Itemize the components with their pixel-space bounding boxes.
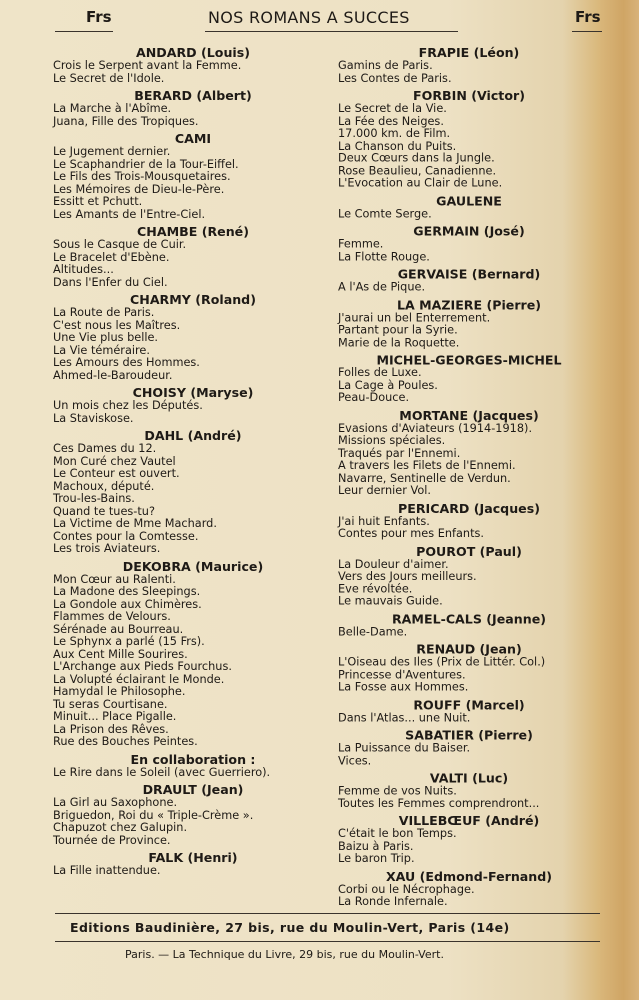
book-title: Juana, Fille des Tropiques. — [53, 114, 199, 128]
author-name: CHARMY (Roland) — [130, 292, 256, 307]
book-title: Quand te tues-tu? — [53, 504, 155, 518]
book-title: Gamins de Paris. — [338, 58, 433, 72]
book-title: Belle-Dame. — [338, 625, 408, 639]
author-entry — [53, 88, 333, 128]
book-title: Le Fils des Trois-Mousquetaires. — [53, 170, 231, 183]
book-title: Navarre, Sentinelle de Verdun. — [338, 471, 511, 485]
book-title: Les trois Aviateurs. — [53, 542, 161, 555]
printer-line: Paris. — La Technique du Livre, 29 bis, rue du Moulin-Vert. — [125, 948, 444, 961]
author-entry — [338, 88, 600, 190]
author-name: MICHEL-GEORGES-MICHEL — [376, 352, 562, 368]
book-title: Altitudes... — [53, 263, 114, 276]
book-title: Hamydal le Philosophe. — [53, 685, 186, 698]
book-title: Le mauvais Guide. — [338, 594, 443, 608]
author-entry — [338, 813, 600, 865]
book-title: Missions spéciales. — [338, 434, 446, 448]
book-title: Le Conteur est ouvert. — [53, 467, 180, 480]
book-title: La Madone des Sleepings. — [53, 585, 201, 598]
book-title: 17.000 km. de Film. — [338, 126, 451, 140]
header-currency-right: Frs — [575, 8, 601, 26]
header-currency-left: Frs — [86, 8, 112, 26]
book-title: La Victime de Mme Machard. — [53, 517, 217, 530]
author-name: FALK (Henri) — [148, 850, 238, 865]
book-title: La Volupté éclairant le Monde. — [53, 672, 225, 686]
author-name: CHOISY (Maryse) — [132, 385, 254, 400]
book-title: La Chanson du Puits. — [338, 139, 457, 153]
catalog-column-left — [53, 45, 333, 881]
book-title: Baizu à Paris. — [338, 839, 414, 853]
book-title: Essitt et Pchutt. — [53, 195, 143, 208]
author-name: DEKOBRA (Maurice) — [122, 558, 264, 574]
author-entry — [338, 697, 600, 724]
author-name: GERVAISE (Bernard) — [397, 266, 541, 282]
book-title: J'aurai un bel Enterrement. — [338, 310, 491, 324]
book-title: Vices. — [338, 753, 372, 767]
author-entry — [338, 500, 600, 540]
author-name: POUROT (Paul) — [416, 543, 522, 559]
book-title: Dans l'Enfer du Ciel. — [53, 275, 168, 289]
book-title: Mon Curé chez Vautel — [53, 454, 176, 468]
author-entry — [338, 611, 600, 638]
book-title: Le Scaphandrier de la Tour-Eiffel. — [53, 157, 239, 171]
book-title: Folles de Luxe. — [338, 366, 422, 380]
book-title: Contes pour mes Enfants. — [338, 526, 484, 540]
author-name: ROUFF (Marcel) — [413, 696, 525, 712]
book-title: Sérénade au Bourreau. — [53, 622, 184, 636]
author-name: CAMI — [174, 131, 212, 146]
author-entry — [53, 850, 333, 878]
book-title: Femme de vos Nuits. — [338, 784, 457, 798]
author-name: BERARD (Albert) — [134, 88, 252, 103]
book-title: La Staviskose. — [53, 411, 134, 425]
book-title: Le Secret de l'Idole. — [53, 71, 165, 85]
book-spine-edge — [600, 0, 639, 1000]
book-title: Briguedon, Roi du « Triple-Crème ». — [53, 808, 254, 822]
book-title: La Prison des Rêves. — [53, 722, 169, 736]
author-entry — [338, 408, 600, 498]
author-entry — [338, 543, 600, 608]
book-title: La Gondole aux Chimères. — [53, 597, 202, 611]
book-title: La Flotte Rouge. — [338, 250, 430, 263]
book-title: Le Rire dans le Soleil (avec Guerriero). — [53, 765, 271, 779]
book-title: Dans l'Atlas... une Nuit. — [338, 710, 471, 724]
book-title: Peau-Douce. — [338, 391, 410, 405]
book-title: L'Archange aux Pieds Fourchus. — [53, 660, 232, 673]
author-name: PERICARD (Jacques) — [398, 500, 540, 516]
book-title: Le Secret de la Vie. — [338, 101, 447, 115]
book-title: Eve révoltée. — [338, 582, 413, 596]
book-title: Ces Dames du 12. — [53, 442, 157, 455]
author-entry — [53, 385, 333, 425]
author-name: RENAUD (Jean) — [416, 641, 522, 657]
book-title: La Girl au Saxophone. — [53, 796, 178, 809]
book-title: L'Evocation au Clair de Lune. — [338, 176, 503, 190]
book-title: Mon Cœur au Ralenti. — [53, 572, 176, 586]
author-name: DAHL (André) — [144, 428, 242, 443]
page-title: NOS ROMANS A SUCCES — [208, 8, 410, 27]
author-entry — [338, 869, 600, 909]
footer-rule-bottom — [55, 941, 600, 942]
author-entry — [53, 428, 333, 556]
book-title: Minuit... Place Pigalle. — [53, 710, 177, 723]
author-name: SABATIER (Pierre) — [405, 727, 533, 743]
book-title: La Ronde Infernale. — [338, 895, 448, 909]
author-entry — [53, 131, 333, 221]
author-name: FRAPIE (Léon) — [418, 45, 520, 60]
book-title: La Route de Paris. — [53, 306, 155, 319]
author-entry — [53, 752, 333, 780]
book-title: Aux Cent Mille Sourires. — [53, 647, 188, 661]
header-rule-left — [55, 31, 113, 32]
author-entry — [53, 224, 333, 289]
book-title: Sous le Casque de Cuir. — [53, 238, 187, 251]
author-entry — [338, 770, 600, 810]
book-title: Crois le Serpent avant la Femme. — [53, 59, 242, 72]
book-title: Le Comte Serge. — [338, 207, 432, 221]
book-title: Trou-les-Bains. — [53, 492, 135, 505]
book-title: La Vie téméraire. — [53, 343, 150, 357]
author-entry — [53, 782, 333, 847]
footer-rule-top — [55, 913, 600, 914]
book-title: Tu seras Courtisane. — [53, 697, 168, 711]
author-entry — [338, 642, 600, 694]
author-entry — [53, 45, 333, 85]
author-name: RAMEL-CALS (Jeanne) — [391, 611, 546, 627]
book-title: Deux Cœurs dans la Jungle. — [338, 151, 495, 165]
publisher-address: Editions Baudinière, 27 bis, rue du Moulin-Vert, Paris (14e) — [70, 920, 510, 935]
author-entry — [338, 266, 600, 293]
book-title: Marie de la Roquette. — [338, 335, 460, 349]
book-title: Une Vie plus belle. — [53, 331, 159, 344]
author-name: LA MAZIERE (Pierre) — [396, 296, 542, 312]
book-title: Traqués par l'Ennemi. — [338, 446, 461, 460]
book-title: Rue des Bouches Peintes. — [53, 735, 198, 748]
book-title: L'Oiseau des Iles (Prix de Littér. Col.) — [338, 655, 546, 669]
author-name: CHAMBE (René) — [137, 224, 249, 239]
book-title: Tournée de Province. — [53, 833, 171, 847]
author-entry — [338, 224, 600, 264]
author-entry — [53, 292, 333, 382]
book-title: La Fée des Neiges. — [338, 114, 444, 128]
catalog-column-right — [338, 45, 600, 912]
book-title: Un mois chez les Députés. — [53, 399, 203, 412]
book-title: A l'As de Pique. — [338, 280, 426, 294]
book-title: Leur dernier Vol. — [338, 483, 431, 497]
book-title: Les Contes de Paris. — [338, 71, 452, 85]
author-name: FORBIN (Victor) — [413, 87, 525, 103]
book-title: La Marche à l'Abîme. — [53, 102, 172, 115]
book-title: Flammes de Velours. — [53, 610, 171, 623]
book-title: J'ai huit Enfants. — [338, 514, 430, 528]
book-title: Le Jugement dernier. — [53, 145, 171, 158]
author-entry — [338, 727, 600, 767]
author-name: DRAULT (Jean) — [142, 782, 244, 797]
book-title: La Fille inattendue. — [53, 864, 161, 877]
book-title: A travers les Filets de l'Ennemi. — [338, 459, 516, 473]
book-title: Evasions d'Aviateurs (1914-1918). — [338, 421, 533, 435]
book-title: Chapuzot chez Galupin. — [53, 821, 188, 834]
book-title: La Douleur d'aimer. — [338, 557, 449, 571]
header-rule-right — [572, 31, 602, 32]
book-title: Vers des Jours meilleurs. — [338, 569, 477, 583]
author-entry — [338, 45, 600, 85]
book-title: C'est nous les Maîtres. — [53, 318, 181, 332]
book-title: Le Bracelet d'Ebène. — [53, 250, 170, 264]
author-entry — [53, 559, 333, 749]
book-title: La Puissance du Baiser. — [338, 741, 471, 755]
author-name: VILLEBŒUF (André) — [398, 813, 540, 829]
header-rule-center — [205, 31, 458, 32]
author-entry — [338, 193, 600, 220]
book-title: Femme. — [338, 237, 384, 251]
author-entry — [338, 352, 600, 404]
book-title: Les Mémoires de Dieu-le-Père. — [53, 182, 225, 196]
book-title: Le baron Trip. — [338, 852, 415, 866]
book-title: Rose Beaulieu, Canadienne. — [338, 164, 497, 178]
book-title: Partant pour la Syrie. — [338, 323, 458, 337]
book-title: Machoux, député. — [53, 479, 155, 493]
author-name: GERMAIN (José) — [413, 223, 525, 239]
author-name: ANDARD (Louis) — [136, 45, 250, 60]
book-title: La Fosse aux Hommes. — [338, 680, 469, 694]
author-name: GAULENE — [436, 193, 502, 209]
book-title: Toutes les Femmes comprendront... — [338, 796, 540, 810]
book-title: Ahmed-le-Baroudeur. — [53, 368, 173, 382]
book-title: Les Amours des Hommes. — [53, 356, 200, 369]
book-title: Princesse d'Aventures. — [338, 668, 466, 682]
book-title: Contes pour la Comtesse. — [53, 529, 199, 543]
book-title: Le Sphynx a parlé (15 Frs). — [53, 635, 205, 648]
author-name: XAU (Edmond-Fernand) — [385, 868, 553, 884]
book-title: Corbi ou le Nécrophage. — [338, 882, 475, 896]
author-name: VALTI (Luc) — [429, 770, 509, 786]
book-title: La Cage à Poules. — [338, 378, 438, 392]
author-name: En collaboration : — [130, 751, 256, 767]
book-title: C'était le bon Temps. — [338, 827, 457, 841]
author-entry — [338, 297, 600, 349]
author-name: MORTANE (Jacques) — [399, 407, 539, 423]
book-title: Les Amants de l'Entre-Ciel. — [53, 207, 206, 221]
